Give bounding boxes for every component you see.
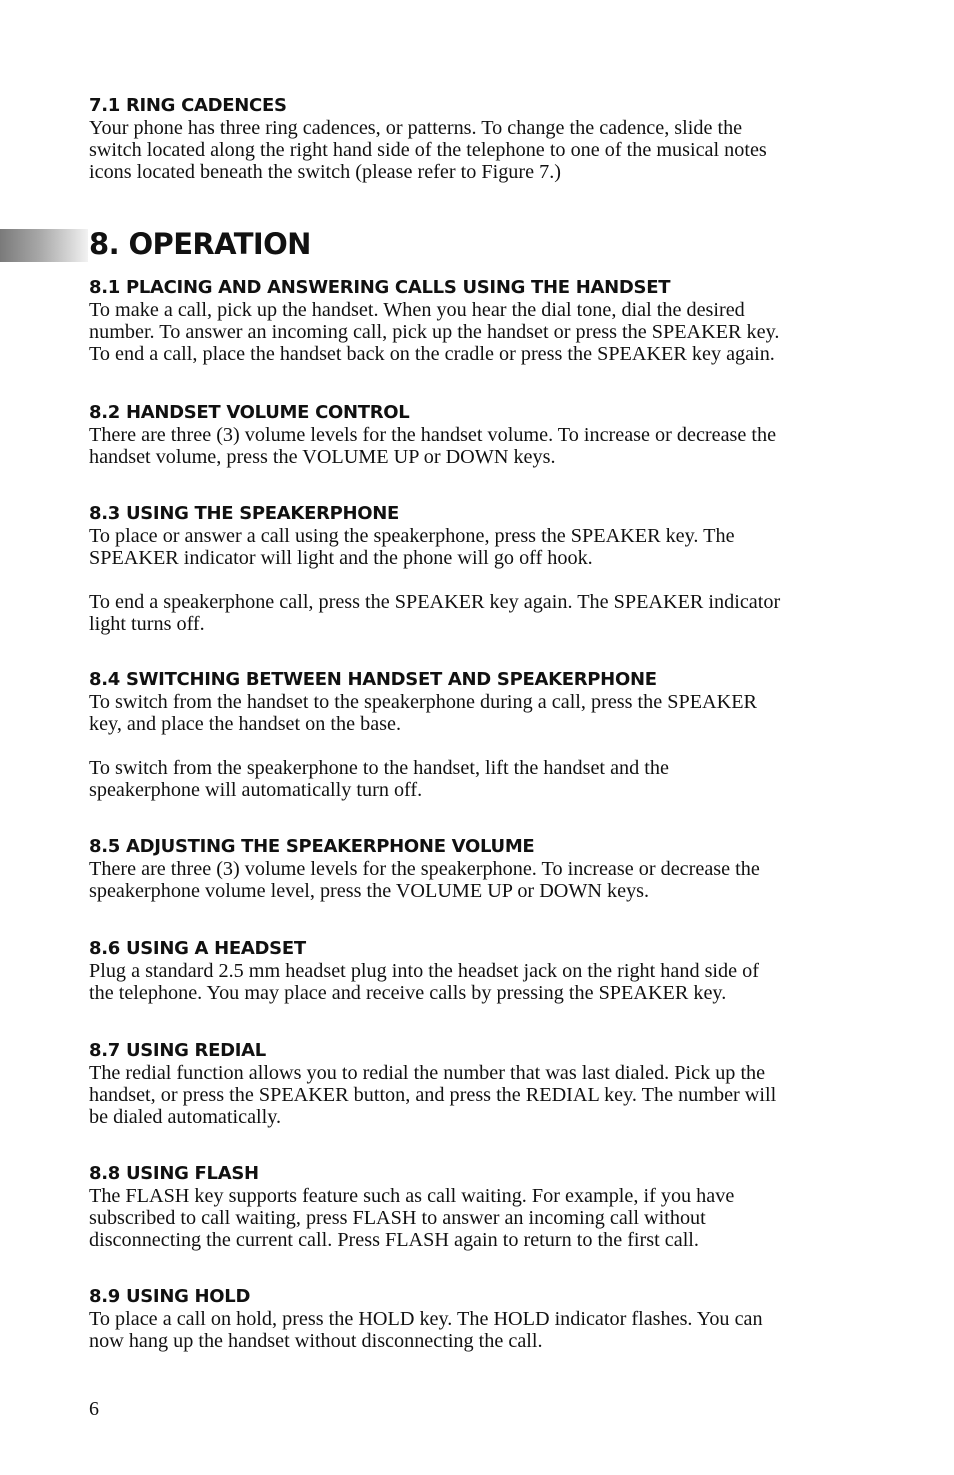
section-body: The FLASH key supports feature such as call waiting. For example, if you have subscribed to call waiting, press FLASH to answer an incoming call without disconnecting the current call. Press FLASH again to return to the first call. — [89, 1185, 735, 1251]
section-heading: 8.2 HANDSET VOLUME CONTROL — [89, 402, 410, 423]
section-body: Your phone has three ring cadences, or patterns. To change the cadence, slide the switch located along the right hand side of the telephone to one of the musical notes icons located beneath the switch (please refer to Figure 7.) — [89, 117, 767, 183]
section-heading: 8.7 USING REDIAL — [89, 1040, 266, 1061]
section-body: There are three (3) volume levels for the handset volume. To increase or decrease the handset volume, press the VOLUME UP or DOWN keys. — [89, 424, 777, 468]
section-body: To place a call on hold, press the HOLD key. The HOLD indicator flashes. You can now hang up the handset without disconnecting the call. — [89, 1308, 763, 1352]
chapter-gradient-bar — [0, 229, 88, 262]
section-body: The redial function allows you to redial the number that was last dialed. Pick up the handset, or press the SPEAKER button, and press the REDIAL key. The number will be dialed automatically. — [89, 1062, 777, 1128]
section-body: There are three (3) volume levels for the speakerphone. To increase or decrease the speakerphone volume level, press the VOLUME UP or DOWN keys. — [89, 858, 760, 902]
section-8-4 — [89, 669, 879, 801]
section-body: To switch from the handset to the speakerphone during a call, press the SPEAKER key, and place the handset on the base. — [89, 691, 757, 735]
section-8-6 — [89, 938, 879, 1004]
section-heading: 8.4 SWITCHING BETWEEN HANDSET AND SPEAKERPHONE — [89, 669, 657, 690]
section-body: To make a call, pick up the handset. When you hear the dial tone, dial the desired number. To answer an incoming call, pick up the handset or press the SPEAKER key. To end a call, place the handset back on the cradle or press the SPEAKER key again. — [89, 299, 780, 365]
chapter-title: 8. OPERATION — [89, 227, 311, 261]
section-heading: 7.1 RING CADENCES — [89, 95, 287, 116]
section-8-2 — [89, 402, 879, 468]
section-heading: 8.3 USING THE SPEAKERPHONE — [89, 503, 400, 524]
section-body: To place or answer a call using the speakerphone, press the SPEAKER key. The SPEAKER indicator will light and the phone will go off hook. — [89, 525, 735, 569]
section-body: Plug a standard 2.5 mm headset plug into the headset jack on the right hand side of the telephone. You may place and receive calls by pressing the SPEAKER key. — [89, 960, 759, 1004]
section-8-5 — [89, 836, 879, 902]
section-body: To switch from the speakerphone to the handset, lift the handset and the speakerphone will automatically turn off. — [89, 757, 669, 801]
section-heading: 8.9 USING HOLD — [89, 1286, 251, 1307]
section-8-9 — [89, 1286, 879, 1352]
section-heading: 8.6 USING A HEADSET — [89, 938, 306, 959]
page-number: 6 — [89, 1398, 99, 1420]
section-heading: 8.8 USING FLASH — [89, 1163, 259, 1184]
section-7-1 — [89, 95, 879, 183]
section-8-8 — [89, 1163, 879, 1251]
section-body: To end a speakerphone call, press the SPEAKER key again. The SPEAKER indicator light turns off. — [89, 591, 781, 635]
section-8-3 — [89, 503, 879, 635]
section-heading: 8.5 ADJUSTING THE SPEAKERPHONE VOLUME — [89, 836, 535, 857]
section-8-1 — [89, 277, 879, 365]
section-8-7 — [89, 1040, 879, 1128]
section-heading: 8.1 PLACING AND ANSWERING CALLS USING THE HANDSET — [89, 277, 671, 298]
